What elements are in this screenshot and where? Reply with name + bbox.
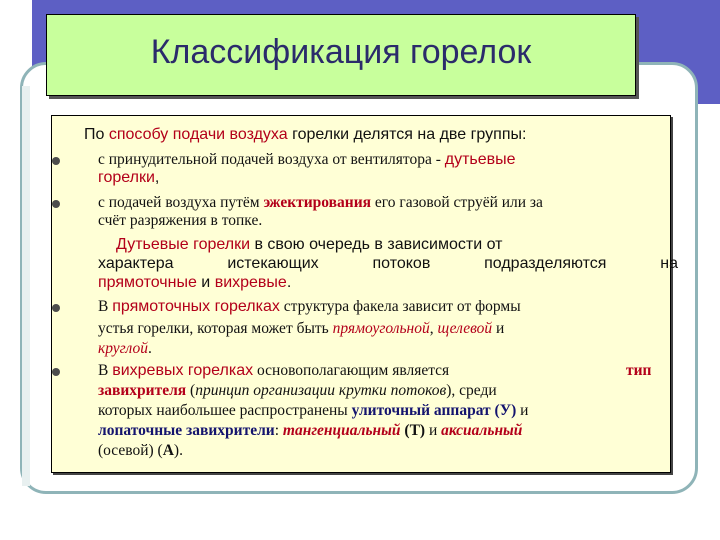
bullet-3-text: устья горелки, которая может быть: [98, 320, 333, 337]
bullet-4-tangential: тангенциальный: [282, 422, 401, 439]
bullet-4-snail-code: (У): [490, 402, 517, 419]
bullet-4-text: которых наибольшее распространены: [98, 402, 352, 419]
para-text: в свою очередь в зависимости от: [250, 236, 503, 253]
bullet-4-line-5: [98, 442, 183, 460]
para-line-1: [116, 236, 502, 254]
bullet-4-text-a: В: [98, 362, 113, 379]
bullet-4-swirler: завихрителя: [98, 382, 187, 399]
intro-highlight: способу подачи воздуха: [108, 126, 288, 143]
bullet-4-and: и: [516, 402, 529, 419]
bullet-4-colon: :: [274, 422, 283, 439]
bullet-3-line-3: [98, 340, 152, 358]
bullet-3-comma: ,: [429, 320, 438, 337]
bullet-4-line-1: [98, 362, 652, 380]
bullet-3-highlight: прямоточных горелках: [112, 298, 280, 315]
bullet-4-and-2: и: [425, 422, 442, 439]
para-word: истекающих: [227, 255, 319, 272]
bullet-1-highlight-2: горелки: [98, 169, 155, 186]
bullet-dot-icon: [52, 157, 60, 165]
bullet-dot-icon: [52, 368, 60, 376]
bullet-4-blade: лопаточные завихрители: [98, 422, 275, 439]
para-word: на: [660, 255, 678, 272]
bullet-4-principle: принцип организации крутки потоков: [195, 382, 447, 399]
title-box: [46, 14, 636, 96]
bullet-3-slot: щелевой: [437, 320, 493, 337]
bullet-3-round: круглой: [98, 340, 148, 357]
bullet-4-close: ).: [173, 442, 183, 459]
bullet-3-text-a: В: [98, 298, 113, 315]
bullet-4-t-code: (Т): [400, 422, 426, 439]
bullet-1-line-1: [98, 151, 516, 169]
bullet-2-line-2: счёт разряжения в топке.: [98, 212, 263, 229]
bullet-dot-icon: [52, 304, 60, 312]
para-word: потоков: [372, 255, 431, 272]
bullet-4-paren-open: (: [186, 382, 196, 399]
bullet-1-line-2: [98, 169, 159, 187]
bullet-1-highlight: дутьевые: [444, 151, 516, 168]
bullet-2-line-1: [98, 194, 543, 212]
bullet-dot-icon: [52, 200, 60, 208]
bullet-4-line-2: [98, 382, 497, 400]
bullet-2-text-a: с подачей воздуха путём: [98, 194, 264, 211]
bullet-4-snail: улиточный аппарат: [351, 402, 491, 419]
bullet-3-line-1: [98, 298, 521, 316]
para-period: .: [286, 274, 292, 291]
bullet-4-line-4: [98, 422, 522, 440]
bullet-4-type: тип: [626, 362, 652, 379]
bullet-3-line-2: [98, 320, 504, 338]
para-word: подразделяются: [484, 255, 607, 272]
bullet-4-axial: аксиальный: [441, 422, 523, 439]
content-box: [51, 115, 678, 473]
para-word: характера: [98, 255, 174, 272]
bullet-3-text-c: структура факела зависит от формы: [279, 298, 521, 315]
slide-title: Классификация горелок: [150, 33, 532, 71]
para-and: и: [196, 274, 215, 291]
bullet-4-text-c: основополагающим является: [253, 362, 450, 379]
bullet-4-a-code: А: [162, 442, 174, 459]
bullet-4-line-3: [98, 402, 528, 420]
intro-line: [84, 126, 526, 144]
bullet-1-comma: ,: [154, 169, 160, 186]
intro-text-c: горелки делятся на две группы:: [287, 126, 527, 143]
bullet-3-rect: прямоугольной: [332, 320, 430, 337]
bullet-2-text-c: его газовой струёй или за: [371, 194, 543, 211]
bullet-4-paren-close: ), среди: [446, 382, 497, 399]
bullet-4-axial-text: (осевой) (: [98, 442, 163, 459]
bullet-1-text: с принудительной подачей воздуха от вентилятора -: [98, 151, 445, 168]
bullet-3-and: и: [492, 320, 505, 337]
bullet-3-period: .: [147, 340, 152, 357]
bullet-4-highlight: вихревых горелках: [112, 362, 254, 379]
para-highlight-direct: прямоточные: [98, 274, 197, 291]
bullet-2-highlight: эжектирования: [263, 194, 372, 211]
para-line-3: [98, 274, 291, 292]
intro-text-a: По: [84, 126, 109, 143]
frame-side-strip: [22, 86, 30, 486]
para-line-2: [98, 255, 678, 273]
para-highlight: Дутьевые горелки: [116, 236, 251, 253]
para-highlight-vortex: вихревые: [214, 274, 287, 291]
